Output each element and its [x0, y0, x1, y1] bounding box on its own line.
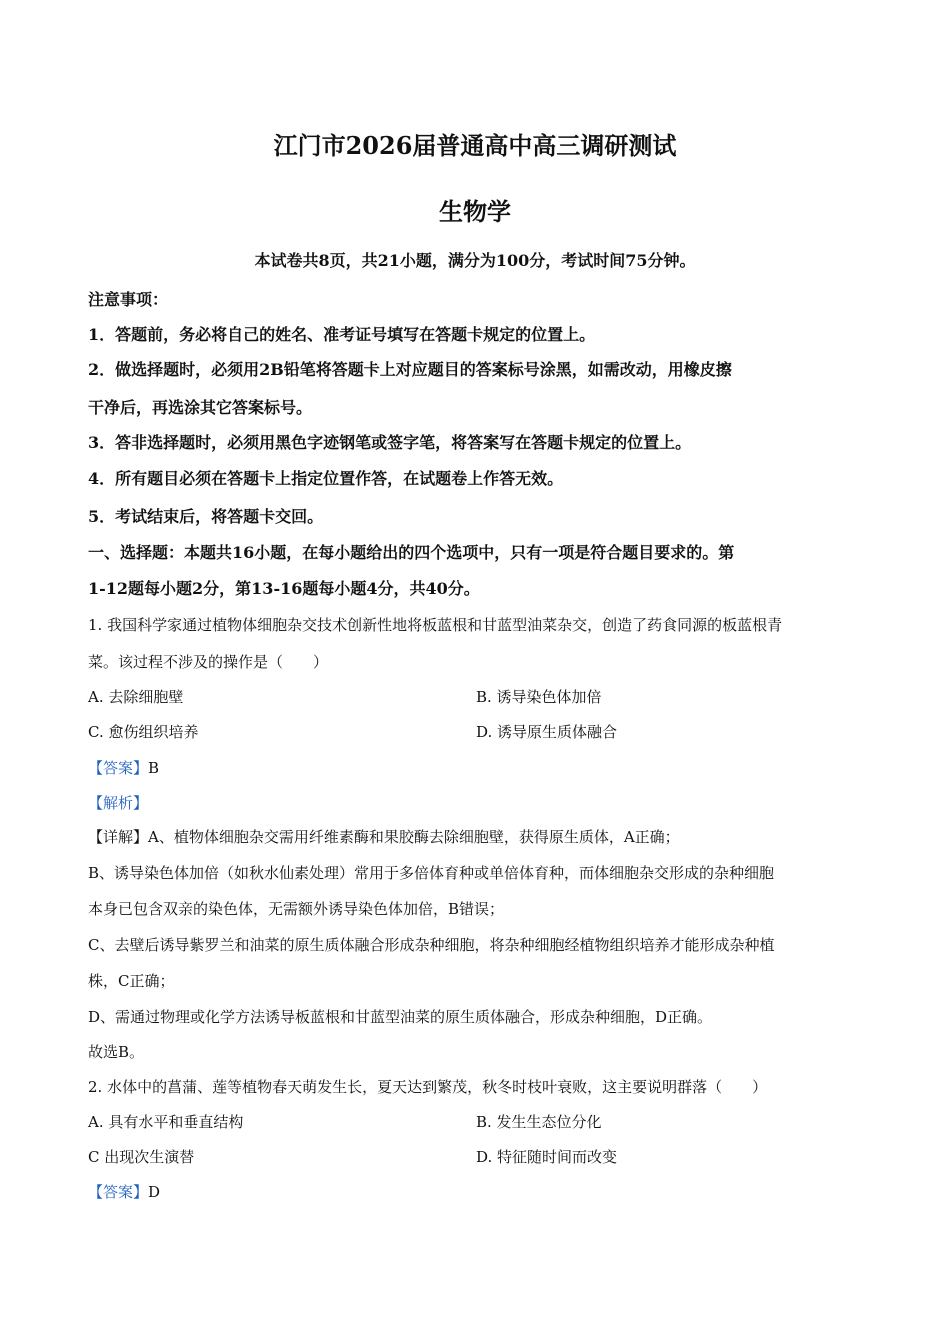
q2-option-d: D. 特征随时间而改变 [476, 1148, 618, 1166]
q1-answer-label: 【答案】 [88, 759, 149, 777]
notice-item-5: 5．考试结束后，将答题卡交回。 [88, 507, 324, 526]
q2-option-b: B. 发生生态位分化 [476, 1113, 602, 1131]
subject-title: 生物学 [439, 197, 511, 226]
q1-answer [88, 757, 159, 778]
q1-detail-line5: 株，C正确； [88, 972, 175, 990]
q1-conclusion: 故选B。 [88, 1043, 145, 1061]
notice-item-2: 2．做选择题时，必须用2B铅笔将答题卡上对应题目的答案标号涂黑，如需改动，用橡皮擦 [88, 360, 732, 379]
notice-item-4: 4．所有题目必须在答题卡上指定位置作答，在试题卷上作答无效。 [88, 469, 564, 488]
q1-option-d: D. 诱导原生质体融合 [476, 723, 618, 741]
q1-detail-line3: 本身已包含双亲的染色体，无需额外诱导染色体加倍，B错误； [88, 900, 505, 918]
q2-option-a: A. 具有水平和垂直结构 [88, 1113, 244, 1131]
q1-stem-line1: 1. 我国科学家通过植物体细胞杂交技术创新性地将板蓝根和甘蓝型油菜杂交，创造了药食同源的板蓝根青 [88, 616, 783, 634]
q1-answer-value: B [148, 759, 160, 777]
exam-info: 本试卷共8页，共21小题，满分为100分，考试时间75分钟。 [254, 251, 696, 270]
q2-answer-label: 【答案】 [88, 1183, 149, 1201]
notice-item-2-cont: 干净后，再选涂其它答案标号。 [88, 398, 313, 417]
q1-stem-line2: 菜。该过程不涉及的操作是（ ） [88, 653, 329, 671]
q1-option-b: B. 诱导染色体加倍 [476, 688, 602, 706]
q1-analysis [88, 792, 148, 813]
section-heading-line2: 1-12题每小题2分，第13-16题每小题4分，共40分。 [88, 579, 480, 598]
q1-option-a: A. 去除细胞壁 [88, 688, 184, 706]
notice-item-1: 1．答题前，务必将自己的姓名、准考证号填写在答题卡规定的位置上。 [88, 325, 596, 344]
q1-detail-line2: B、诱导染色体加倍（如秋水仙素处理）常用于多倍体育种或单倍体育种，而体细胞杂交形成的杂种细胞 [88, 864, 775, 882]
q2-answer [88, 1181, 160, 1202]
notice-heading: 注意事项： [88, 290, 169, 309]
notice-item-3: 3．答非选择题时，必须用黑色字迹钢笔或签字笔，将答案写在答题卡规定的位置上。 [88, 433, 692, 452]
q1-detail-text1: A、植物体细胞杂交需用纤维素酶和果胶酶去除细胞壁，获得原生质体，A正确； [148, 828, 680, 846]
q2-option-c: C 出现次生演替 [88, 1148, 195, 1166]
q2-answer-value: D [148, 1183, 161, 1201]
q1-detail-line4: C、去壁后诱导紫罗兰和油菜的原生质体融合形成杂种细胞，将杂种细胞经植物组织培养才能形成杂种植 [88, 936, 775, 954]
q2-stem: 2. 水体中的菖蒲、莲等植物春天萌发生长，夏天达到繁茂，秋冬时枝叶衰败，这主要说明群落（ ） [88, 1078, 768, 1096]
section-heading-line1: 一、选择题：本题共16小题，在每小题给出的四个选项中，只有一项是符合题目要求的。第 [88, 543, 735, 562]
q1-detail-line1 [88, 826, 680, 847]
q1-detail-line6: D、需通过物理或化学方法诱导板蓝根和甘蓝型油菜的原生质体融合，形成杂种细胞，D正确。 [88, 1008, 713, 1026]
q1-analysis-label: 【解析】 [88, 794, 149, 812]
q1-option-c: C. 愈伤组织培养 [88, 723, 199, 741]
exam-title: 江门市2026届普通高中高三调研测试 [273, 131, 677, 160]
q1-detail-label: 【详解】 [88, 828, 149, 846]
